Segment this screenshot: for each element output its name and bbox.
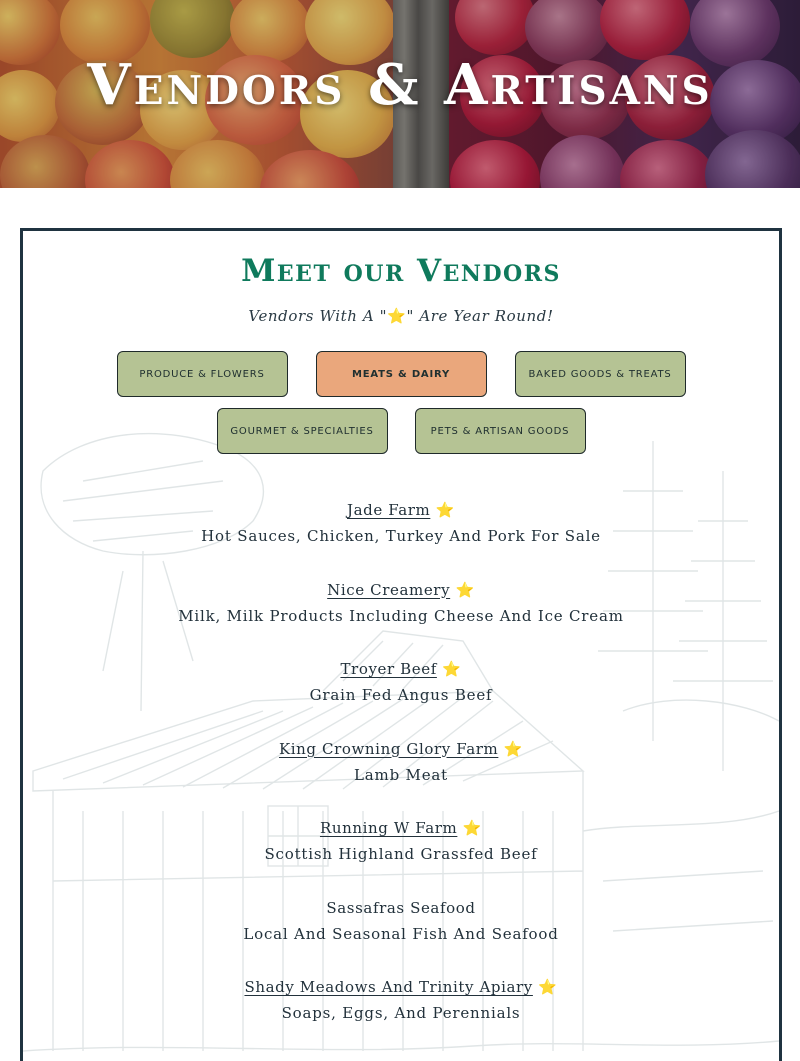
- section-title: Meet our Vendors: [241, 253, 561, 289]
- star-icon: ⭐: [462, 819, 483, 837]
- vendor-description: Hot Sauces, Chicken, Turkey And Pork For Sale: [201, 527, 601, 545]
- year-round-note: [23, 307, 779, 325]
- vendor-link[interactable]: Troyer Beef: [340, 660, 437, 678]
- vendor-link[interactable]: Nice Creamery: [327, 580, 451, 599]
- vendor-description: Lamb Meat: [354, 765, 448, 784]
- list-item: [23, 897, 779, 977]
- filter-produce-flowers-button[interactable]: PRODUCE & FLOWERS: [117, 351, 288, 397]
- vendor-description: Soaps, Eggs, And Perennials: [281, 1004, 521, 1022]
- list-item: [23, 738, 779, 818]
- filter-meats-dairy-button[interactable]: MEATS & DAIRY: [316, 351, 487, 397]
- vendor-link[interactable]: Running W Farm: [319, 819, 458, 837]
- filter-pets-artisan-goods-button[interactable]: PETS & ARTISAN GOODS: [415, 408, 586, 454]
- vendor-description: Milk, Milk Products Including Cheese And Ice Cream: [178, 606, 624, 625]
- star-icon: ⭐: [442, 660, 462, 678]
- vendor-description: Scottish Highland Grassfed Beef: [264, 845, 538, 863]
- star-icon: ⭐: [455, 580, 475, 599]
- vendor-link[interactable]: King Crowning Glory Farm: [278, 739, 499, 758]
- star-icon: ⭐: [435, 501, 455, 519]
- note-prefix: Vendors With A ": [248, 307, 388, 325]
- vendors-card: [20, 228, 782, 1061]
- list-item: [23, 499, 779, 579]
- list-item: [23, 658, 779, 738]
- star-icon: ⭐: [503, 739, 524, 758]
- vendor-link[interactable]: Jade Farm: [347, 501, 431, 519]
- star-icon: ⭐: [387, 307, 407, 325]
- page-title: Vendors & Artisans: [87, 52, 713, 118]
- vendor-description: Local And Seasonal Fish And Seafood: [243, 924, 559, 943]
- vendor-link[interactable]: Shady Meadows And Trinity Apiary: [244, 978, 533, 996]
- vendor-description: Grain Fed Angus Beef: [309, 686, 493, 704]
- note-suffix: " Are Year Round!: [406, 307, 554, 325]
- star-icon: ⭐: [538, 978, 558, 996]
- hero-banner: [0, 0, 800, 188]
- vendor-list: [23, 499, 779, 1056]
- filter-gourmet-specialties-button[interactable]: GOURMET & SPECIALTIES: [217, 408, 388, 454]
- list-item: [23, 817, 779, 897]
- filter-baked-goods-treats-button[interactable]: BAKED GOODS & TREATS: [515, 351, 686, 397]
- vendor-name: Sassafras Seafood: [326, 898, 476, 917]
- list-item: [23, 579, 779, 659]
- list-item: [23, 976, 779, 1056]
- category-filters: [23, 351, 779, 465]
